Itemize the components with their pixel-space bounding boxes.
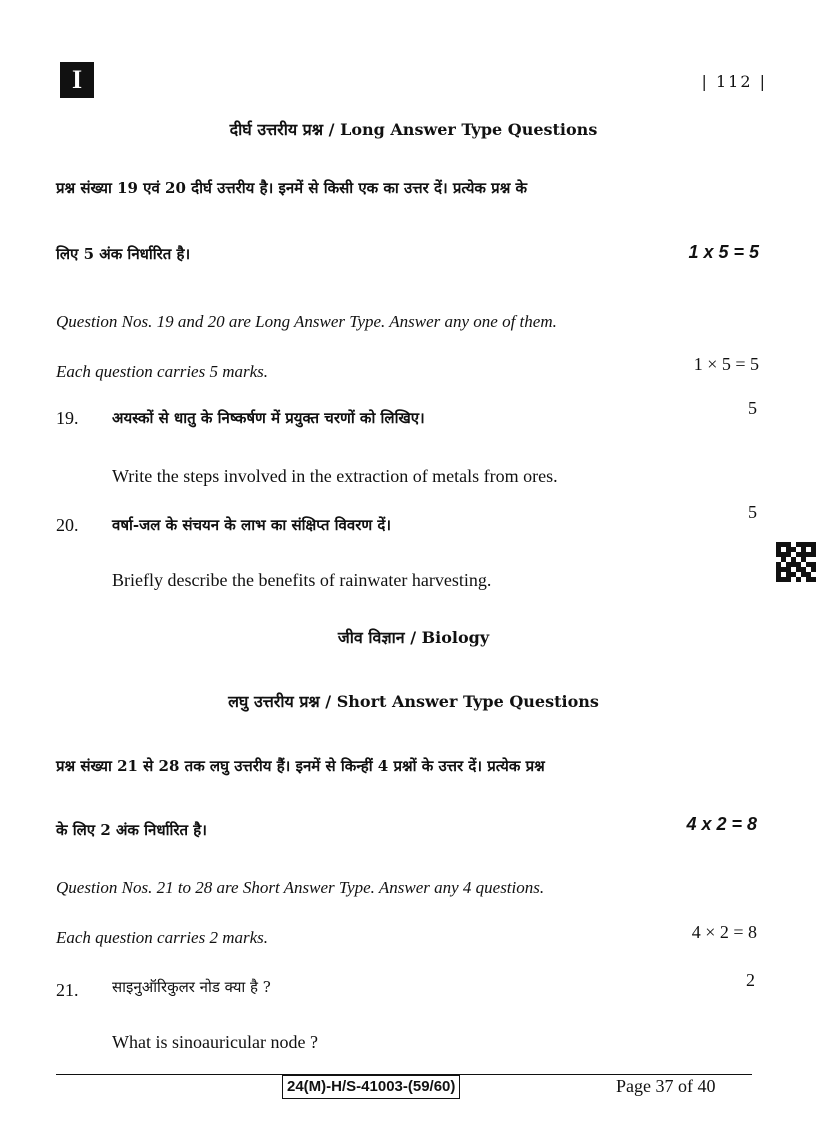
section-badge: I [60,62,94,98]
question-text-en: Write the steps involved in the extraction of metals from ores. [112,466,558,486]
question-number: 20. [56,515,79,535]
qr-code [776,542,816,582]
footer-code: 24(M)-H/S-41003-(59/60) [282,1075,460,1099]
short-marks-hi: 4 x 2 = 8 [686,814,757,834]
long-instruction-hi-line1: प्रश्न संख्या 19 एवं 20 दीर्घ उत्तरीय है। इनमें से किसी एक का उत्तर दें। प्रत्येक प्रश्न के [56,179,528,197]
short-instruction-hi-line1: प्रश्न संख्या 21 से 28 तक लघु उत्तरीय हैं। इनमें से किन्हीं 4 प्रश्नों के उत्तर दें। प्रत्येक प्रश्न [56,757,545,775]
biology-heading: जीव विज्ञान / Biology [337,628,490,647]
short-instruction-en-line1: Question Nos. 21 to 28 are Short Answer Type. Answer any 4 questions. [56,878,545,897]
question-text-hi: वर्षा-जल के संचयन के लाभ का संक्षिप्त विवरण दें। [112,516,392,534]
page-code: | 112 | [701,72,767,91]
question-text-hi: अयस्कों से धातु के निष्कर्षण में प्रयुक्त चरणों को लिखिए। [112,409,425,427]
question-marks: 2 [746,970,755,990]
question-marks: 5 [748,502,757,522]
short-answer-heading: लघु उत्तरीय प्रश्न / Short Answer Type Questions [228,692,599,711]
long-instruction-hi-line2: लिए 5 अंक निर्धारित है। [56,245,191,263]
short-marks-en: 4 × 2 = 8 [691,922,757,942]
long-instruction-en-line1: Question Nos. 19 and 20 are Long Answer Type. Answer any one of them. [56,312,557,331]
long-instruction-en-line2: Each question carries 5 marks. [56,362,269,381]
question-text-en: What is sinoauricular node ? [112,1032,318,1052]
short-instruction-hi-line2: के लिए 2 अंक निर्धारित है। [56,821,207,839]
question-number: 21. [56,980,79,1000]
long-marks-en: 1 × 5 = 5 [693,354,759,374]
long-answer-heading: दीर्घ उत्तरीय प्रश्न / Long Answer Type Questions [229,120,598,139]
long-marks-hi: 1 x 5 = 5 [688,242,759,262]
short-instruction-en-line2: Each question carries 2 marks. [56,928,269,947]
question-text-en: Briefly describe the benefits of rainwater harvesting. [112,570,492,590]
question-marks: 5 [748,398,757,418]
footer-page-number: Page 37 of 40 [616,1076,716,1096]
question-number: 19. [56,408,79,428]
question-text-hi: साइनुऑरिकुलर नोड क्या है ? [112,978,271,996]
